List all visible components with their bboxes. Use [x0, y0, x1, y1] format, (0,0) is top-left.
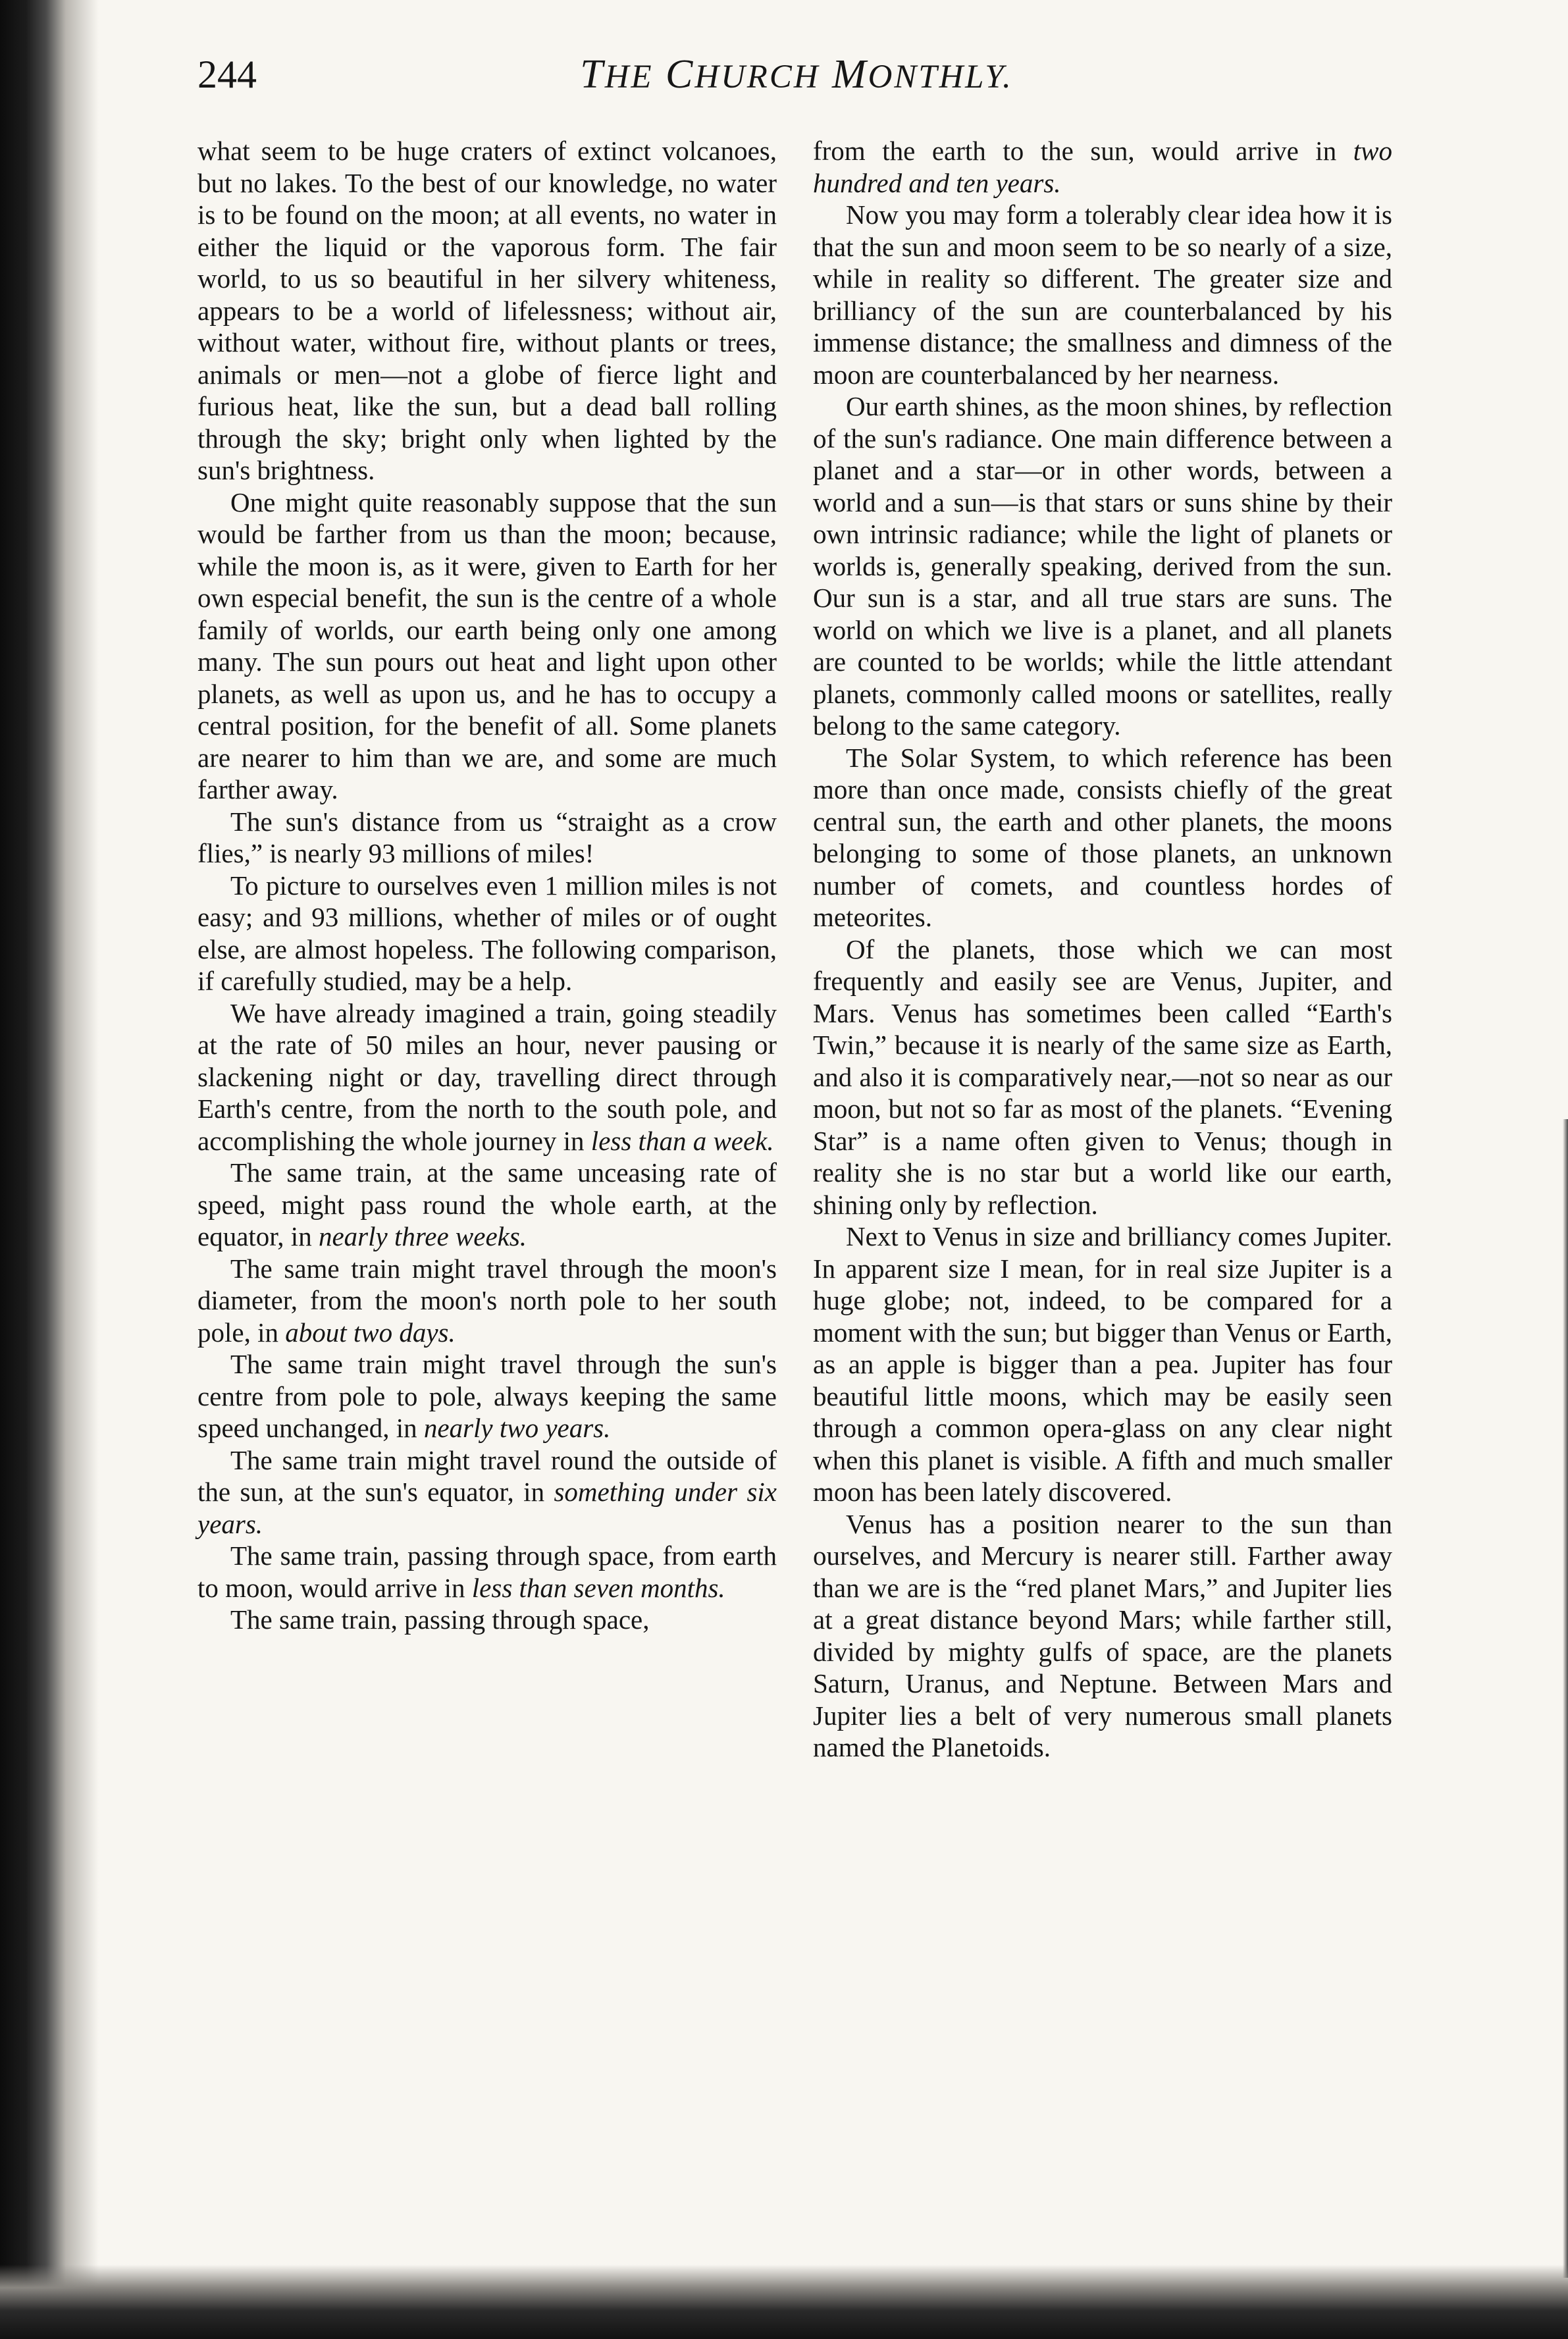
paragraph-text: The same train, passing through space, from earth to moon, would arrive in: [197, 1540, 777, 1603]
running-title: [197, 45, 1396, 106]
paragraph-text: The same train might travel through the moon's diameter, from the moon's north pole to her south pole, in: [197, 1253, 777, 1348]
paragraph: [197, 1157, 777, 1253]
paragraph-text: what seem to be huge craters of extinct volcanoes, but no lakes. To the best of our knowledge, no water is to be found on the moon; at all events, no water in either the liquid or the vaporous form. The fair world, to us so beautiful in her silvery whiteness, appears to be a world of lifelessness; without air, without water, without fire, without plants or trees, animals or men—not a globe of fierce light and furious heat, like the sun, but a dead ball rolling through the sky; bright only when lighted by the sun's brightness.: [197, 136, 777, 485]
paragraph-text: Now you may form a tolerably clear idea how it is that the sun and moon seem to be so nearly of a size, while in reality so different. The greater size and brilliancy of the sun are counterbalanced by his immense distance; the smallness and dimness of the moon are counterbalanced by her nearness.: [813, 199, 1392, 390]
running-title-word-3-initial: M: [831, 52, 868, 97]
left-column: [197, 135, 777, 1636]
running-title-word-2-initial: C: [666, 52, 695, 97]
running-title-word-2-rest: HURCH: [694, 58, 820, 95]
paragraph: [813, 135, 1392, 199]
paragraph: [197, 1348, 777, 1444]
paragraph-text: Next to Venus in size and brilliancy comes Jupiter. In apparent size I mean, for in real size Jupiter is a huge globe; not, indeed, to be compared for a moment with the sun; but bigger than Venus or Earth, as an apple is bigger than a pea. Jupiter has four beautiful little moons, which may be easily seen through a common opera-glass on any clear night when this planet is visible. A fifth and much smaller moon has been lately discovered.: [813, 1221, 1392, 1507]
paragraph: [197, 1253, 777, 1349]
paragraph-text: The same train, passing through space,: [230, 1604, 650, 1635]
italic-text: nearly two years.: [423, 1413, 611, 1443]
running-title-word-3-rest: ONTHLY.: [868, 58, 1013, 95]
paragraph: [197, 135, 777, 486]
right-page-edge: [1563, 1119, 1568, 2278]
paragraph-text: from the earth to the sun, would arrive in: [813, 136, 1353, 166]
paragraph: [197, 806, 777, 870]
paragraph-text: The same train, at the same unceasing rate of speed, might pass round the whole earth, at the equator, in: [197, 1157, 777, 1251]
paragraph: [813, 199, 1392, 390]
italic-text: less than a week.: [590, 1125, 774, 1156]
page-header: [197, 45, 1396, 104]
paragraph-text: We have already imagined a train, going steadily at the rate of 50 miles an hour, never pausing or slackening night or day, travelling direct through Earth's centre, from the north to the south pole, and accomplishing the whole journey in: [197, 997, 777, 1156]
right-column: [813, 135, 1392, 1764]
paragraph-text: One might quite reasonably suppose that the sun would be farther from us than the moon; because, while the moon is, as it were, given to Earth for her own especial benefit, the sun is the centre of a whole family of worlds, our earth being only one among many. The sun pours out heat and light upon other planets, as well as upon us, and he has to occupy a central position, for the benefit of all. Some planets are nearer to him than we are, and some are much farther away.: [197, 486, 777, 804]
scan-bottom-edge: [0, 2265, 1568, 2339]
binding-gutter-shadow: [0, 0, 99, 2339]
italic-text: less than seven months.: [471, 1572, 725, 1603]
paragraph: [197, 1540, 777, 1604]
italic-text: nearly three weeks.: [318, 1221, 527, 1251]
paragraph: [197, 997, 777, 1157]
paragraph: [813, 1221, 1392, 1508]
running-title-word-1-initial: T: [580, 52, 605, 97]
paragraph: [813, 933, 1392, 1221]
paragraph-text: The Solar System, to which reference has been more than once made, consists chiefly of the great central sun, the earth and other planets, the moons belonging to some of those planets, an unknown number of comets, and countless hordes of meteorites.: [813, 742, 1392, 932]
paragraph-text: Venus has a position nearer to the sun than ourselves, and Mercury is nearer still. Farther away than we are is the “red planet Mars,” and Jupiter lies at a great distance beyond Mars; while farther still, divided by mighty gulfs of space, are the planets Saturn, Uranus, and Neptune. Between Mars and Jupiter lies a belt of very numerous small planets named the Planetoids.: [813, 1508, 1392, 1762]
paragraph: [197, 486, 777, 806]
italic-text: something under six years.: [197, 1477, 777, 1539]
running-title-word-1-rest: HE: [604, 58, 654, 95]
paragraph-text: The same train might travel round the outside of the sun, at the sun's equator, in: [197, 1444, 777, 1507]
paragraph-text: The sun's distance from us “straight as a crow flies,” is nearly 93 millions of miles!: [197, 806, 777, 868]
page-number: 244: [197, 53, 257, 96]
italic-text: about two days.: [285, 1317, 456, 1348]
paragraph: [197, 1444, 777, 1540]
paragraph: [813, 1508, 1392, 1764]
paragraph: [197, 870, 777, 997]
paragraph-text: Of the planets, those which we can most frequently and easily see are Venus, Jupiter, and Mars. Venus has sometimes been called “Earth's Twin,” because it is nearly of the same size as Earth, and also it is comparatively near,—not so near as our moon, but not so far as most of the planets. “Evening Star” is a name often given to Venus; though in reality she is no star but a world like our earth, shining only by reflection.: [813, 933, 1392, 1220]
paragraph: [197, 1604, 777, 1636]
paragraph: [813, 742, 1392, 933]
paragraph-text: Our earth shines, as the moon shines, by reflection of the sun's radiance. One main difference between a planet and a star—or in other words, between a world and a sun—is that stars or suns shine by their own intrinsic radiance; while the light of planets or worlds is, generally speaking, derived from the sun. Our sun is a star, and all true stars are suns. The world on which we live is a planet, and all planets are counted to be worlds; while the little attendant planets, commonly called moons or satellites, really belong to the same category.: [813, 391, 1392, 741]
paragraph: [813, 390, 1392, 742]
italic-text: two hundred and ten years.: [813, 136, 1392, 198]
paragraph-text: The same train might travel through the sun's centre from pole to pole, always keeping the same speed unchanged, in: [197, 1349, 777, 1443]
paragraph-text: To picture to ourselves even 1 million miles is not easy; and 93 millions, whether of miles or of ought else, are almost hopeless. The following comparison, if carefully studied, may be a help.: [197, 870, 777, 996]
